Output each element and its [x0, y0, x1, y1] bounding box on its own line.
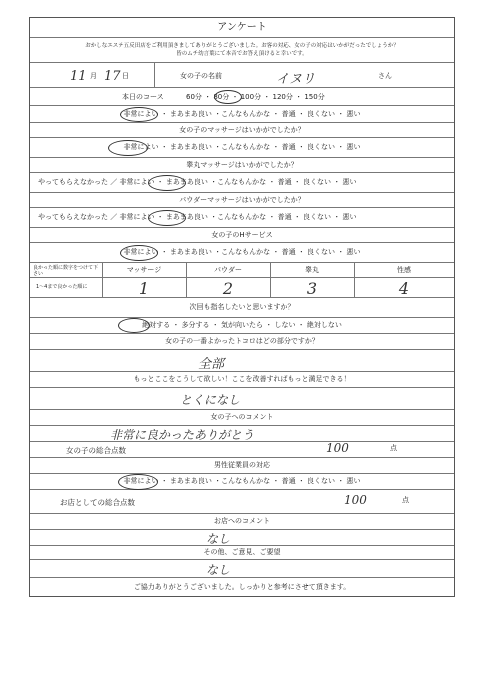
footer-row	[30, 580, 454, 596]
girl-name-suffix: さん	[378, 72, 392, 80]
massage-scale-row	[30, 138, 454, 158]
footer-text: ご協力ありがとうございました。しっかりと参考にさせて頂きます。	[133, 583, 351, 591]
answer-circle	[148, 210, 186, 226]
date-month-unit: 月	[90, 72, 97, 80]
survey-sheet	[29, 17, 455, 597]
girl-score-row	[30, 442, 454, 458]
rank-header-ball: 睾丸	[305, 266, 319, 274]
intro-line-1: おかしなエステ五反田店をご利用頂きましてありがとうございました。お客の対応、女の子の対応はいかがだったでしょうか？	[85, 43, 399, 49]
answer-circle	[118, 318, 150, 333]
q-h-row	[30, 228, 454, 243]
q-again-row	[30, 298, 454, 318]
score-unit: 点	[390, 444, 397, 452]
staff-scale: 非常によい ・ まあまあ良い ・こんなもんかな ・ 普通 ・ 良くない ・ 悪い	[123, 477, 361, 485]
ball-scale: やってもらえなかった ／ 非常によい ・ まあまあ良い ・こんなもんかな ・ 普通 ・ 良くない ・ 悪い	[38, 178, 357, 186]
title-row	[30, 18, 454, 38]
date-day-unit: 日	[122, 72, 129, 80]
shop-score-value: 100	[344, 493, 367, 507]
course-label: 本日のコース	[122, 93, 164, 101]
answer-circle	[120, 245, 158, 261]
powder-scale-row	[30, 208, 454, 228]
rank-value-seikan: 4	[398, 279, 410, 298]
improve-answer-row	[30, 388, 454, 410]
q-improve-row	[30, 372, 454, 388]
course-row	[30, 88, 454, 106]
q-h: 女の子のHサービス	[211, 231, 273, 239]
rank-value-ball: 3	[306, 279, 318, 298]
rank-header-powder: パウダー	[214, 266, 242, 274]
comment-shop-answer: なし	[206, 532, 231, 546]
q-massage-row	[30, 123, 454, 138]
score-unit: 点	[402, 496, 409, 504]
q-comment-girl-row	[30, 410, 454, 426]
q-powder-row	[30, 193, 454, 208]
date-month-value: 11	[70, 69, 87, 84]
course-scale-row	[30, 106, 454, 123]
other-answer-row	[30, 560, 454, 578]
q-again: 次回も指名したいと思いますか？	[189, 303, 295, 311]
date-day-value: 17	[104, 69, 121, 84]
q-powder: パウダーマッサージはいかがでしたか？	[179, 196, 305, 204]
q-ball: 睾丸マッサージはいかがでしたか？	[186, 161, 298, 169]
q-best: 女の子の一番よかったトコロはどの部分ですか？	[165, 337, 319, 345]
improve-answer: とくになし	[180, 393, 241, 407]
answer-circle	[214, 90, 242, 104]
h-scale-row	[30, 243, 454, 263]
q-improve: もっとここをこうして欲しい！ここを改善すればもっと満足できる！	[133, 375, 351, 383]
q-other: その他、ご意見、ご要望	[203, 548, 281, 556]
powder-scale: やってもらえなかった ／ 非常によい ・ まあまあ良い ・こんなもんかな ・ 普通 ・ 良くない ・ 悪い	[38, 213, 357, 221]
girl-score-label: 女の子の総合点数	[66, 446, 126, 455]
q-staff-row	[30, 458, 454, 474]
rank-value-powder: 2	[222, 279, 234, 298]
rank-header-seikan: 性感	[397, 266, 411, 274]
staff-scale-row	[30, 474, 454, 490]
best-answer: 全部	[198, 357, 225, 372]
comment-shop-answer-row	[30, 530, 454, 546]
survey-title: アンケート	[217, 22, 267, 33]
again-options: 絶対する ・ 多分する ・ 気が向いたら ・ しない ・ 絶対しない	[142, 321, 342, 329]
rank-value-row	[30, 278, 454, 298]
intro-row	[30, 38, 454, 63]
course-scale: 非常によい ・ まあまあ良い ・こんなもんかな ・ 普通 ・ 良くない ・ 悪い	[123, 110, 361, 118]
q-comment-shop: お店へのコメント	[214, 517, 270, 525]
h-scale: 非常によい ・ まあまあ良い ・こんなもんかな ・ 普通 ・ 良くない ・ 悪い	[123, 248, 361, 256]
q-comment-girl: 女の子へのコメント	[210, 413, 274, 421]
again-options-row	[30, 318, 454, 334]
shop-score-label: お店としての総合点数	[60, 498, 135, 507]
answer-circle	[148, 175, 186, 191]
rank-value-massage: 1	[138, 279, 150, 298]
girl-score-value: 100	[326, 441, 349, 455]
divider	[154, 63, 155, 87]
q-massage: 女の子のマッサージはいかがでしたか？	[179, 126, 305, 134]
best-answer-row	[30, 350, 454, 372]
rank-note-bottom: 1〜4まで良かった順に	[36, 284, 88, 290]
other-answer: なし	[206, 563, 231, 577]
rank-note-top: 良かった順に数字をつけて下さい	[33, 265, 99, 277]
girl-name-label: 女の子の名前	[180, 72, 222, 80]
rank-header-massage: マッサージ	[126, 266, 162, 274]
date-name-row	[30, 63, 454, 88]
massage-scale: 非常によい ・ まあまあ良い ・こんなもんかな ・ 普通 ・ 良くない ・ 悪い	[123, 143, 361, 151]
answer-circle	[120, 107, 158, 122]
q-other-row	[30, 546, 454, 560]
girl-name-value: イヌリ	[276, 72, 316, 87]
intro-line-2: 皆のムチ幼言葉にて本音でお答え頂けると幸いです。	[176, 51, 308, 57]
rank-header-row	[30, 263, 454, 278]
q-best-row	[30, 334, 454, 350]
ball-scale-row	[30, 173, 454, 193]
answer-circle	[108, 140, 148, 156]
course-options: 60分 ・ 80分 ・ 100分 ・ 120分 ・ 150分	[186, 93, 325, 101]
q-comment-shop-row	[30, 514, 454, 530]
shop-score-row	[30, 490, 454, 514]
q-staff: 男性従業員の対応	[214, 461, 270, 469]
q-ball-row	[30, 158, 454, 173]
comment-girl-answer: 非常に良かったありがとう	[110, 428, 255, 442]
comment-girl-answer-row	[30, 426, 454, 442]
answer-circle	[118, 474, 158, 490]
